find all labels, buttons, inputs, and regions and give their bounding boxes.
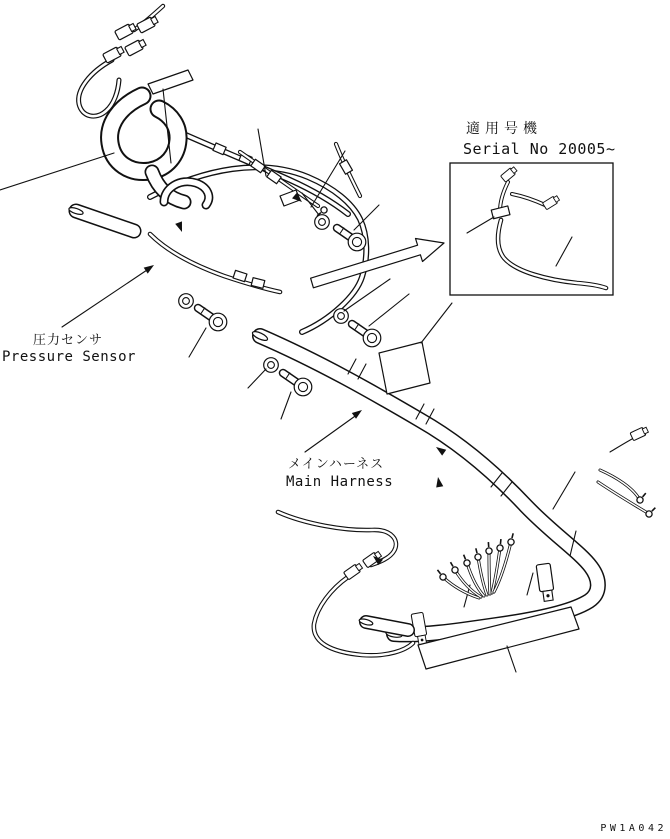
pressure-sensor-label-en: Pressure Sensor — [2, 349, 136, 365]
washer-icon — [315, 215, 330, 230]
ring-terminal-icon — [435, 568, 447, 581]
ring-terminal-icon — [473, 548, 482, 561]
callout-arrow-icon — [311, 239, 444, 288]
branch-terminal-wires — [435, 533, 516, 598]
pressure-sensor-label-jp: 圧力センサ — [33, 333, 104, 348]
bolt-icon — [352, 324, 381, 347]
clip-arrow-icon — [434, 476, 443, 487]
pressure-sensor-assembly-drawing — [68, 6, 209, 233]
applicability-label-en: Serial No 20005~ — [463, 140, 616, 158]
connector-icon — [344, 562, 364, 580]
branch-wires-right — [434, 426, 658, 519]
connector-icon — [125, 38, 147, 56]
bracket-bar — [148, 70, 193, 94]
inline-connector — [213, 143, 226, 155]
washer-icon — [334, 309, 349, 324]
ring-terminal-icon — [507, 533, 516, 546]
drawing-code: PW1A042 — [600, 823, 667, 834]
bolt-icon — [198, 308, 227, 331]
ring-terminal-icon — [448, 561, 459, 575]
applicability-label-jp: 適用号機 — [466, 121, 542, 137]
ring-terminal-icon — [645, 505, 658, 518]
main-harness-label-en: Main Harness — [286, 474, 394, 490]
bolt-icon — [283, 373, 312, 396]
washer-icon — [179, 294, 194, 309]
ring-terminal-icon — [497, 539, 504, 552]
ring-terminal-icon — [461, 553, 471, 567]
pressure-sensor-wire — [150, 234, 280, 292]
clamp-icon — [536, 563, 555, 602]
ring-terminal-icon — [636, 491, 649, 504]
ring-terminal-icon — [485, 542, 492, 555]
clip-arrow-icon — [175, 221, 185, 233]
main-harness-leader — [305, 407, 364, 452]
clip-arrow-icon — [434, 444, 446, 456]
blank-label-plate — [379, 342, 430, 394]
serial-applicability-inset — [450, 163, 613, 295]
connector-icon — [115, 22, 137, 40]
washer-icon — [264, 358, 279, 373]
pressure-sensor-leader — [62, 262, 156, 327]
connector-icon — [630, 426, 649, 441]
main-harness-label-jp: メインハーネス — [288, 457, 385, 472]
